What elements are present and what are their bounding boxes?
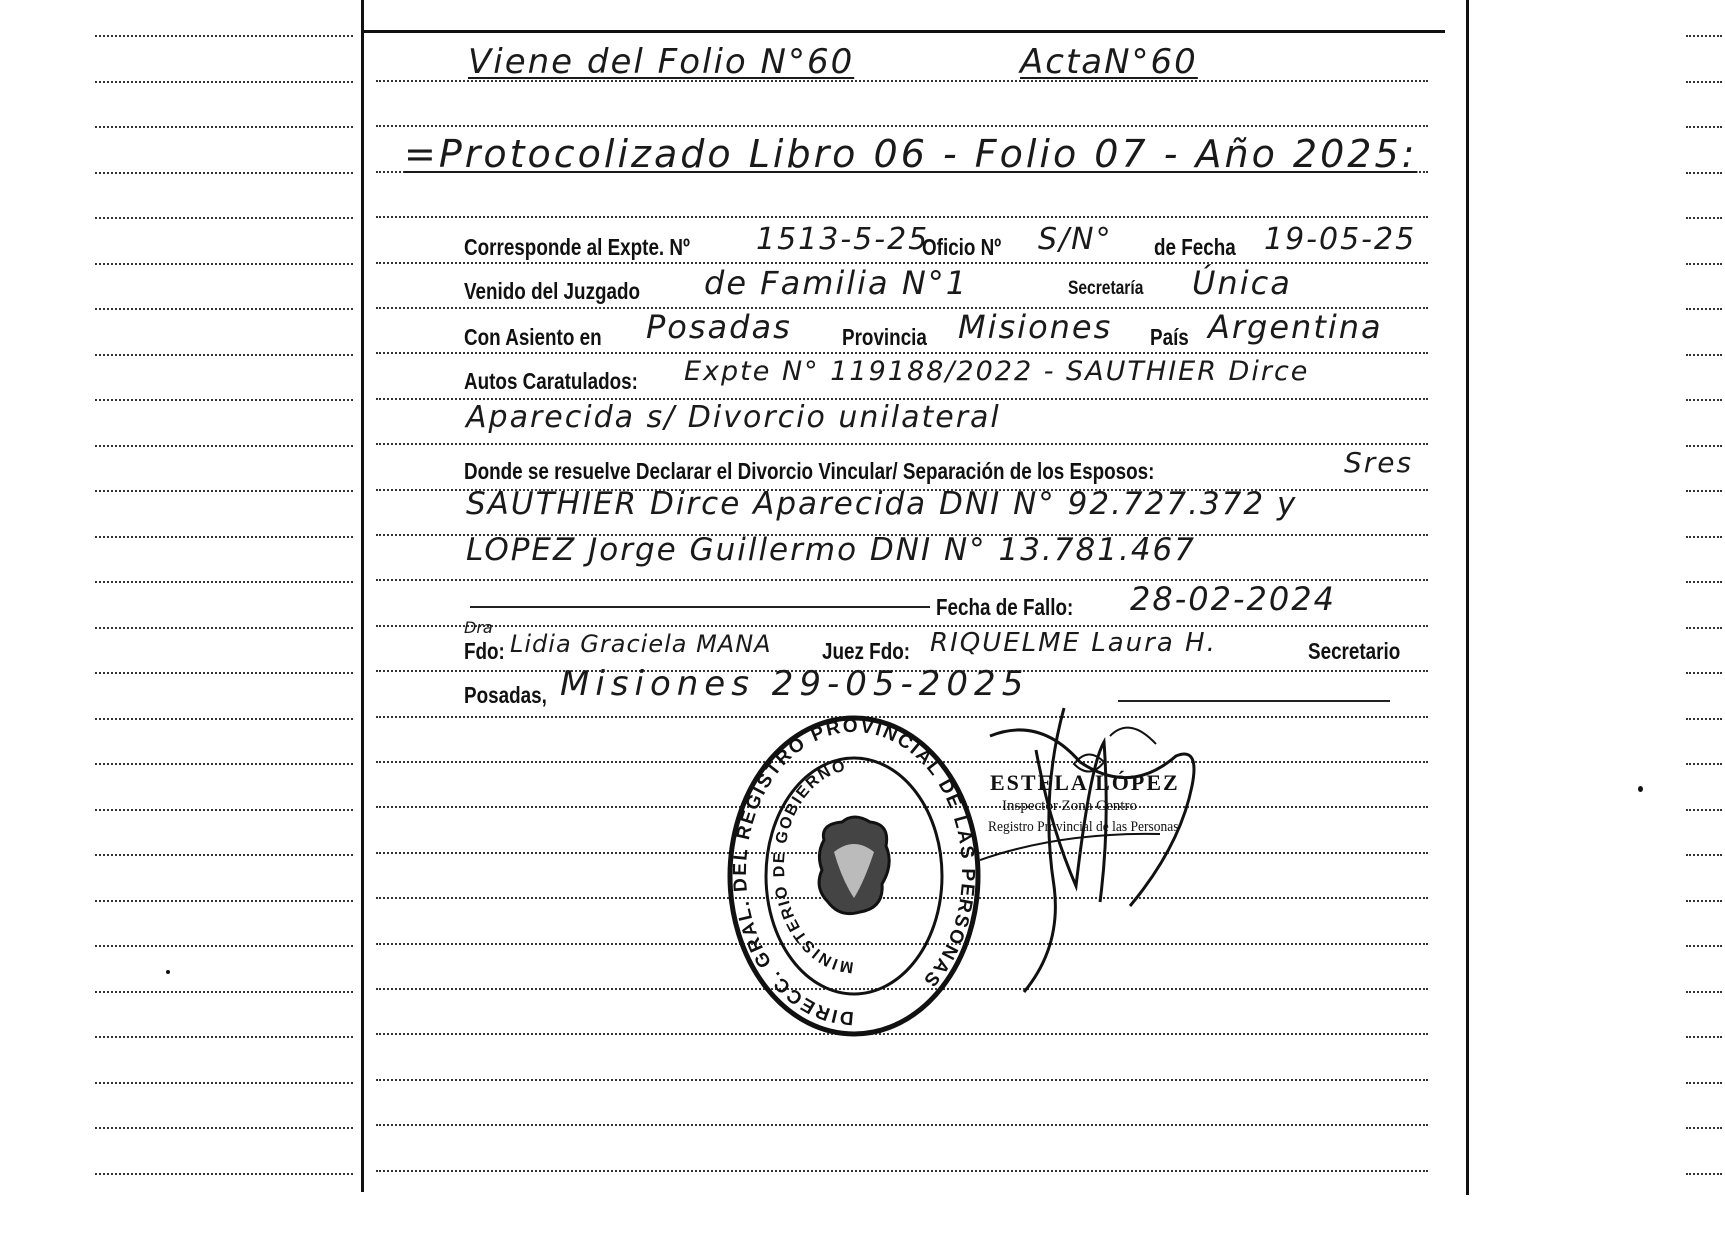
juez-name: Lidia Graciela MANA: [510, 630, 772, 658]
ruled-line: [1686, 445, 1722, 447]
ruled-line: [1686, 1082, 1722, 1084]
ruled-line: [95, 581, 353, 583]
secretario-name: RIQUELME Laura H.: [930, 628, 1217, 658]
fallo-label: Fecha de Fallo:: [936, 594, 1074, 620]
autos-value-1: Expte N° 119188/2022 - SAUTHIER Dirce: [684, 356, 1310, 387]
viene-del-folio: Viene del Folio N°60: [468, 42, 855, 82]
row-donde: [464, 446, 1424, 486]
ruled-line: [1686, 718, 1722, 720]
ruled-line: [1686, 354, 1722, 356]
fecha-label: de Fecha: [1154, 234, 1236, 260]
row-juzgado: [464, 266, 1424, 306]
stamp-name: ESTELA LÓPEZ: [990, 770, 1180, 795]
ruled-line: [376, 216, 1428, 218]
ruled-line: [1686, 809, 1722, 811]
fecha-value: 19-05-25: [1264, 222, 1417, 257]
ruled-line: [95, 263, 353, 265]
ruled-line: [1686, 581, 1722, 583]
row-corresponde: [464, 222, 1424, 262]
dra-prefix: Dra: [464, 618, 493, 637]
stamp-role: Inspector Zona Centro: [1002, 798, 1137, 814]
coat-of-arms-icon: [819, 817, 889, 914]
ruled-line: [1686, 1173, 1722, 1175]
seal-inner-text: MINISTERIO DE GOBIERNO: [770, 757, 855, 976]
ruled-line: [376, 443, 1428, 445]
ruled-line: [95, 1082, 353, 1084]
ruled-line: [1686, 172, 1722, 174]
secretaria-label: Secretaría: [1068, 278, 1144, 299]
official-seal: [724, 712, 984, 1040]
ruled-line: [95, 854, 353, 856]
signature-stamp: [990, 770, 1250, 836]
right-column-border: [1466, 0, 1469, 1195]
asiento-label: Con Asiento en: [464, 324, 602, 350]
juez-label: Juez Fdo:: [822, 638, 911, 664]
spouse-line-1: SAUTHIER Dirce Aparecida DNI N° 92.727.372 y: [466, 486, 1298, 522]
ruled-line: [376, 1079, 1428, 1081]
ruled-line: [95, 1173, 353, 1175]
oficio-label: Oficio Nº: [922, 234, 1002, 260]
ruled-line: [95, 35, 353, 37]
ruled-line: [95, 763, 353, 765]
fallo-blank-line: [470, 606, 930, 608]
ruled-line: [95, 945, 353, 947]
ruled-line: [95, 172, 353, 174]
corresponde-label: Corresponde al Expte. Nº: [464, 234, 690, 260]
fallo-value: 28-02-2024: [1130, 580, 1336, 618]
secretaria-value: Única: [1192, 264, 1292, 302]
handwritten-signature: [980, 706, 1230, 996]
ruled-line: [1686, 536, 1722, 538]
spouse-line-2: LOPEZ Jorge Guillermo DNI N° 13.781.467: [466, 532, 1196, 568]
top-border-line: [363, 30, 1445, 33]
ruled-line: [95, 991, 353, 993]
donde-value: Sres: [1344, 446, 1414, 479]
ruled-line: [1686, 35, 1722, 37]
ruled-line: [1686, 217, 1722, 219]
ruled-line: [95, 126, 353, 128]
asiento-value: Posadas: [646, 308, 792, 346]
ruled-line: [95, 217, 353, 219]
autos-label: Autos Caratulados:: [464, 368, 638, 394]
ruled-line: [95, 399, 353, 401]
provincia-value: Misiones: [958, 308, 1113, 346]
secretario-label: Secretario: [1308, 638, 1401, 664]
ruled-line: [1686, 854, 1722, 856]
ruled-line: [95, 1127, 353, 1129]
ruled-line: [95, 490, 353, 492]
row-posadas: [464, 664, 1424, 712]
stamp-office: Registro Provincial de las Personas: [988, 819, 1179, 835]
ruled-line: [95, 1036, 353, 1038]
posadas-underline: [1118, 700, 1390, 702]
ruled-line: [1686, 490, 1722, 492]
ruled-line: [95, 445, 353, 447]
juzgado-value: de Familia N°1: [704, 264, 969, 302]
ruled-line: [1686, 1127, 1722, 1129]
ruled-line: [1686, 308, 1722, 310]
fdo-label: Fdo:: [464, 638, 505, 664]
seal-outer-text: DIRECC. GRAL. DEL REGISTRO PROVINCIAL DE LAS PERSONAS: [729, 715, 979, 1029]
ruled-line: [95, 81, 353, 83]
ruled-line: [1686, 945, 1722, 947]
row-fdo: [464, 618, 1424, 668]
venido-label: Venido del Juzgado: [464, 278, 641, 304]
ruled-line: [1686, 991, 1722, 993]
row-fallo: [464, 580, 1424, 624]
expte-value: 1513-5-25: [756, 222, 930, 257]
provincia-label: Provincia: [842, 324, 927, 350]
ruled-line: [1686, 263, 1722, 265]
ruled-line: [95, 672, 353, 674]
speck: [1638, 786, 1643, 792]
oficio-value: S/N°: [1038, 222, 1113, 257]
ruled-line: [1686, 126, 1722, 128]
donde-label: Donde se resuelve Declarar el Divorcio Vincular/ Separación de los Esposos:: [464, 458, 1155, 484]
protocolizado-line: =Protocolizado Libro 06 - Folio 07 - Año 2025:: [404, 132, 1418, 176]
ruled-line: [1686, 763, 1722, 765]
pais-label: País: [1150, 324, 1189, 350]
ruled-line: [376, 1124, 1428, 1126]
ruled-line: [95, 627, 353, 629]
ruled-line: [376, 125, 1428, 127]
left-column-border: [361, 0, 364, 1192]
ruled-line: [95, 718, 353, 720]
ruled-line: [1686, 900, 1722, 902]
speck: [166, 970, 170, 974]
ruled-line: [1686, 1036, 1722, 1038]
ruled-line: [1686, 81, 1722, 83]
pais-value: Argentina: [1208, 308, 1383, 346]
ruled-line: [95, 308, 353, 310]
posadas-value: Misiones 29-05-2025: [560, 664, 1030, 704]
ruled-line: [1686, 672, 1722, 674]
ruled-line: [95, 536, 353, 538]
ruled-line: [1686, 399, 1722, 401]
ruled-line: [376, 1170, 1428, 1172]
ruled-line: [1686, 627, 1722, 629]
autos-value-2: Aparecida s/ Divorcio unilateral: [466, 400, 1001, 435]
ruled-line: [95, 354, 353, 356]
posadas-label: Posadas,: [464, 682, 547, 708]
ruled-line: [95, 809, 353, 811]
acta-number: ActaN°60: [1020, 42, 1198, 82]
row-autos: [464, 354, 1424, 394]
ruled-line: [95, 900, 353, 902]
row-asiento: [464, 310, 1424, 350]
